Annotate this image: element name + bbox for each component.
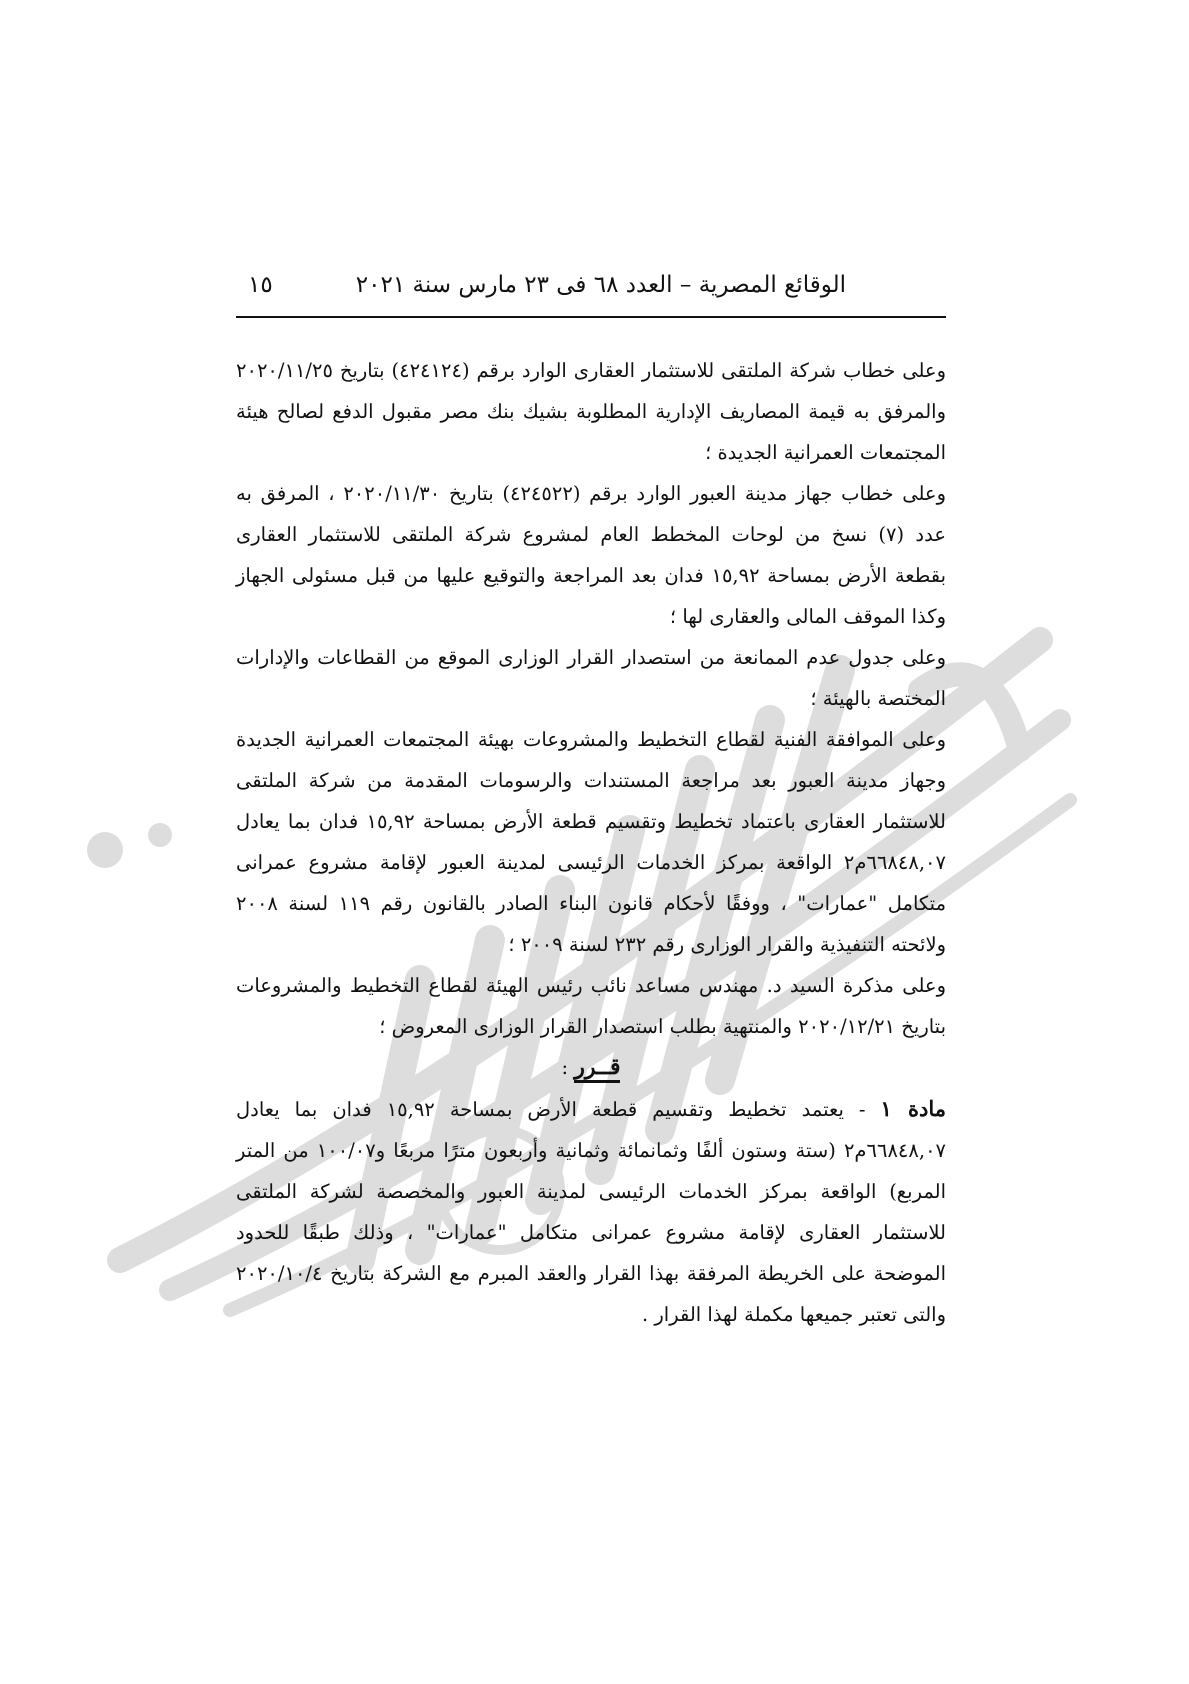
decree-body bbox=[236, 350, 946, 1335]
page-header bbox=[236, 268, 946, 318]
page-number: ١٥ bbox=[248, 272, 273, 298]
gazette-issue-title: الوقائع المصرية – العدد ٦٨ فى ٢٣ مارس سنة ٢٠٢١ bbox=[355, 272, 846, 298]
decision-colon: : bbox=[561, 1056, 575, 1079]
article-text: - يعتمد تخطيط وتقسيم قطعة الأرض بمساحة ١٥,٩٢ فدان بما يعادل ٦٦٨٤٨,٠٧م٢ (ستة وستون ألفًا وثمانمائة وثمانية وأربعون مترًا مربعًا و١٠٠/٠٧ من المتر المربع) الواقعة بمركز الخدمات الرئيسى لمدينة العبور والمخصصة لشركة الملتقى للاستثمار العقارى لإقامة مشروع عمرانى متكامل "عمارات" ، وذلك طبقًا للحدود الموضحة على الخريطة المرفقة بهذا القرار والعقد المبرم مع الشركة بتاريخ ٢٠٢٠/١٠/٤ والتى تعتبر جميعها مكملة لهذا القرار . bbox=[236, 1098, 947, 1326]
recital-paragraph: وعلى خطاب جهاز مدينة العبور الوارد برقم (٤٢٤٥٢٢) بتاريخ ٢٠٢٠/١١/٣٠ ، المرفق به عدد (٧) نسخ من لوحات المخطط العام لمشروع شركة الملتقى للاستثمار العقارى بقطعة الأرض بمساحة ١٥,٩٢ فدان بعد المراجعة والتوقيع عليها من قبل مسئولى الجهاز وكذا الموقف المالى والعقارى لها ؛ bbox=[236, 482, 946, 628]
article-paragraph bbox=[236, 1088, 946, 1335]
decision-heading bbox=[236, 1047, 946, 1088]
recital-paragraph: وعلى الموافقة الفنية لقطاع التخطيط والمشروعات بهيئة المجتمعات العمرانية الجديدة وجهاز مدينة العبور بعد مراجعة المستندات والرسومات المقدمة من شركة الملتقى للاستثمار العقارى باعتماد تخطيط وتقسيم قطعة الأرض بمساحة ١٥,٩٢ فدان بما يعادل ٦٦٨٤٨,٠٧م٢ الواقعة بمركز الخدمات الرئيسى لمدينة العبور لإقامة مشروع عمرانى متكامل "عمارات" ، ووفقًا لأحكام قانون البناء الصادر بالقانون رقم ١١٩ لسنة ٢٠٠٨ ولائحته التنفيذية والقرار الوزارى رقم ٢٣٢ لسنة ٢٠٠٩ ؛ bbox=[236, 728, 947, 956]
decision-word: قــرر bbox=[574, 1054, 620, 1083]
recital-paragraph: وعلى خطاب شركة الملتقى للاستثمار العقارى الوارد برقم (٤٢٤١٢٤) بتاريخ ٢٠٢٠/١١/٢٥ والمرفق به قيمة المصاريف الإدارية المطلوبة بشيك بنك مصر مقبول الدفع لصالح هيئة المجتمعات العمرانية الجديدة ؛ bbox=[236, 359, 946, 464]
article-label: مادة ١ bbox=[880, 1096, 946, 1121]
recital-paragraph: وعلى جدول عدم الممانعة من استصدار القرار الوزارى الموقع من القطاعات والإدارات المختصة بالهيئة ؛ bbox=[236, 646, 946, 710]
recital-paragraph: وعلى مذكرة السيد د. مهندس مساعد نائب رئيس الهيئة لقطاع التخطيط والمشروعات بتاريخ ٢٠٢٠/١٢/٢١ والمنتهية بطلب استصدار القرار الوزارى المعروض ؛ bbox=[236, 974, 946, 1038]
